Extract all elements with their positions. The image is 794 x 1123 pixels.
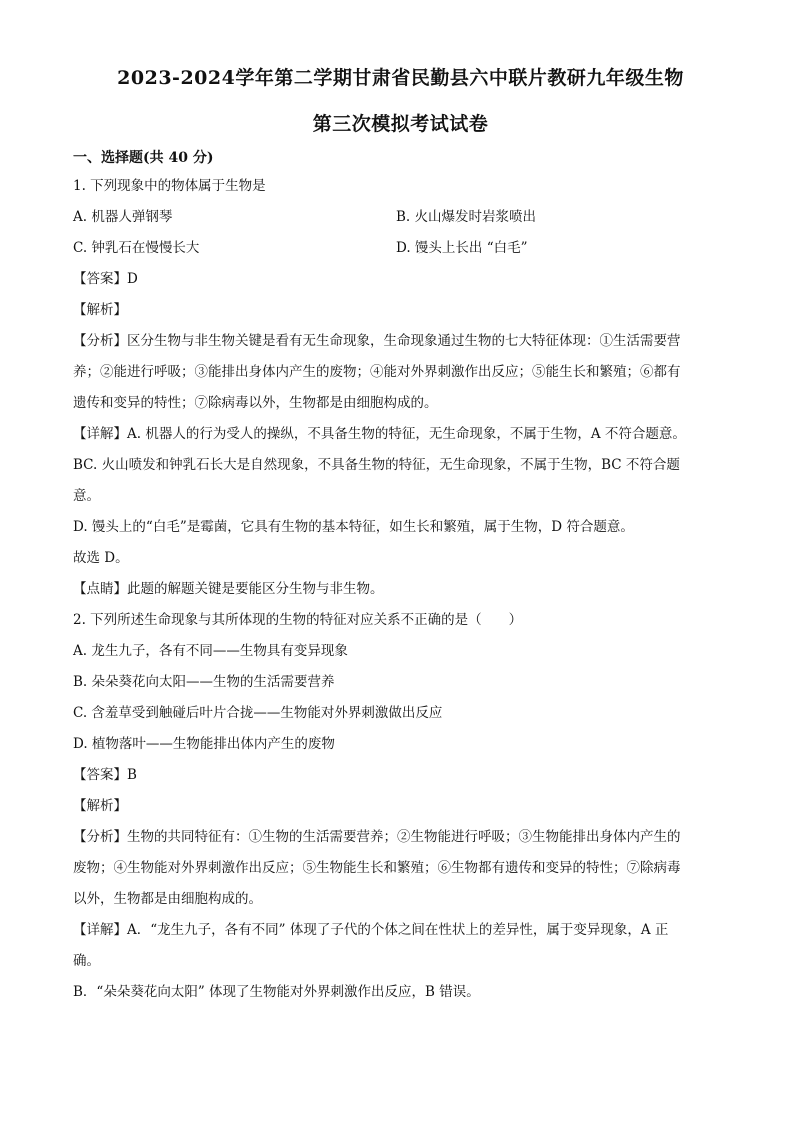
section-heading-choice: 一、选择题(共 40 分): [73, 150, 214, 166]
q1-options-row1: [73, 207, 728, 227]
q1-dianjing: 【点睛】此题的解题关键是要能区分生物与非生物。: [73, 581, 384, 597]
q2-answer: 【答案】B: [73, 767, 137, 783]
q1-option-b: B. 火山爆发时岩浆喷出: [396, 209, 537, 225]
q2-fenxi-line: 【分析】生物的共同特征有：①生物的生活需要营养；②生物能进行呼吸；③生物能排出身体内产生的: [73, 829, 681, 845]
q2-xiangjie-line: 确。: [73, 953, 100, 969]
q2-analysis-label: 【解析】: [73, 798, 127, 814]
q1-xiangjie-line: BC. 火山喷发和钟乳石长大是自然现象，不具备生物的特征，无生命现象，不属于生物，BC 不符合题: [73, 457, 680, 473]
q1-fenxi-line: 养；②能进行呼吸；③能排出身体内产生的废物；④能对外界刺激作出反应；⑤能生长和繁殖；⑥都有: [73, 364, 681, 380]
q2-fenxi-line: 废物；④生物能对外界刺激作出反应；⑤生物能生长和繁殖；⑥生物都有遗传和变异的特性；⑦除病毒: [73, 860, 681, 876]
q2-option-c: C. 含羞草受到触碰后叶片合拢——生物能对外界刺激做出反应: [73, 705, 443, 721]
q1-answer: 【答案】D: [73, 271, 138, 287]
q1-choose: 故选 D。: [73, 550, 129, 566]
q1-fenxi-line: 【分析】区分生物与非生物关键是看有无生命现象，生命现象通过生物的七大特征体现：①生活需要营: [73, 333, 681, 349]
q2-fenxi: [73, 827, 728, 909]
q1-xiangjie-line: 【详解】A. 机器人的行为受人的操纵，不具备生物的特征，无生命现象，不属于生物，A 不符合题意。: [73, 426, 686, 442]
q1-stem: 1. 下列现象中的物体属于生物是: [73, 178, 266, 194]
q1-options-row2: [73, 238, 728, 258]
q2-detail-b: B．“朵朵葵花向太阳” 体现了生物能对外界刺激作出反应，B 错误。: [73, 984, 480, 1000]
q1-option-a: A. 机器人弹钢琴: [73, 209, 173, 225]
exam-title-line2: 第三次模拟考试试卷: [312, 113, 489, 135]
q2-option-d: D. 植物落叶——生物能排出体内产生的废物: [73, 736, 335, 752]
q2-xiangjie-line: 【详解】A．“龙生九子，各有不同” 体现了子代的个体之间在性状上的差异性，属于变异现象，A 正: [73, 922, 669, 938]
q2-xiangjie: [73, 920, 728, 971]
q1-detail-d: D. 馒头上的“白毛”是霉菌，它具有生物的基本特征，如生长和繁殖，属于生物，D 符合题意。: [73, 519, 634, 535]
q1-xiangjie-line: 意。: [73, 488, 100, 504]
q1-option-d: D. 馒头上长出 “白毛”: [396, 240, 528, 256]
q1-fenxi-line: 遗传和变异的特性；⑦除病毒以外，生物都是由细胞构成的。: [73, 395, 438, 411]
q2-stem: 2. 下列所述生命现象与其所体现的生物的特征对应关系不正确的是（ ）: [73, 612, 523, 628]
q2-fenxi-line: 以外，生物都是由细胞构成的。: [73, 891, 262, 907]
exam-title-line1: 2023-2024学年第二学期甘肃省民勤县六中联片教研九年级生物: [117, 67, 684, 89]
q1-xiangjie: [73, 424, 728, 506]
q1-fenxi: [73, 331, 728, 413]
q2-option-b: B. 朵朵葵花向太阳——生物的生活需要营养: [73, 674, 335, 690]
q2-option-a: A. 龙生九子，各有不同——生物具有变异现象: [73, 643, 348, 659]
q1-analysis-label: 【解析】: [73, 302, 127, 318]
q1-option-c: C. 钟乳石在慢慢长大: [73, 240, 200, 256]
